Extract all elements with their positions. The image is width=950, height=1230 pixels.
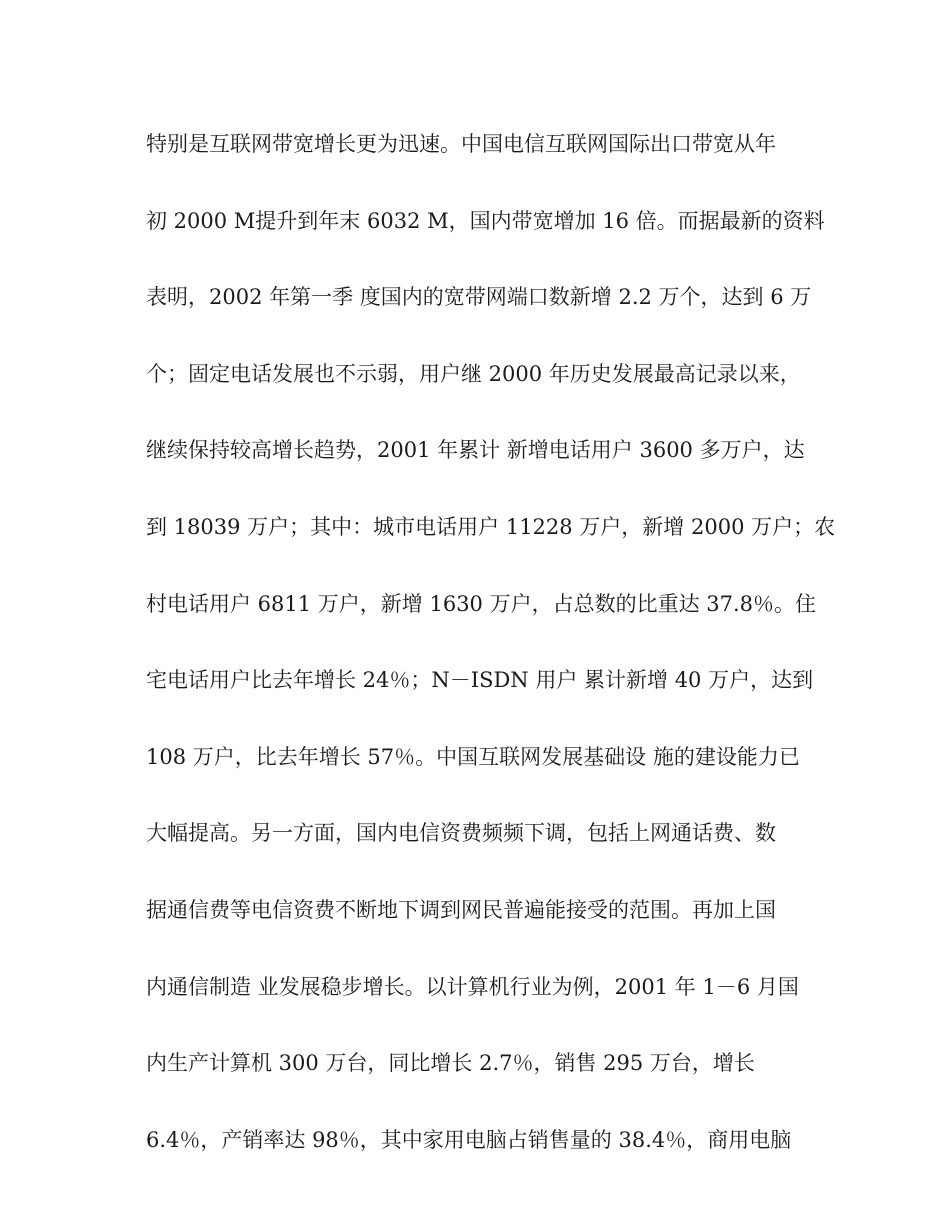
text-line: 表明，2002 年第一季 度国内的宽带网端口数新增 2.2 万个，达到 6 万 <box>146 285 812 310</box>
text-line: 继续保持较高增长趋势，2001 年累计 新增电话用户 3600 多万户，达 <box>146 438 805 463</box>
text-line: 特别是互联网带宽增长更为迅速。中国电信互联网国际出口带宽从年 <box>146 132 776 156</box>
text-line: 6.4％，产销率达 98％，其中家用电脑占销售量的 38.4％，商用电脑 <box>146 1127 792 1152</box>
text-line: 内生产计算机 300 万台，同比增长 2.7％，销售 295 万台，增长 <box>146 1051 755 1076</box>
text-line: 初 2000 M提升到年末 6032 M，国内带宽增加 16 倍。而据最新的资料 <box>146 208 825 233</box>
text-line: 内通信制造 业发展稳步增长。以计算机行业为例，2001 年 1－6 月国 <box>146 974 799 999</box>
text-line: 据通信费等电信资费不断地下调到网民普遍能接受的范围。再加上国 <box>146 897 776 922</box>
text-line: 到 18039 万户；其中：城市电话用户 11228 万户，新增 2000 万户；农 <box>146 514 836 539</box>
text-line: 个；固定电话发展也不示弱，用户继 2000 年历史发展最高记录以来， <box>146 361 801 386</box>
text-line: 村电话用户 6811 万户，新增 1630 万户，占总数的比重达 37.8％。住 <box>146 591 817 616</box>
body-text <box>146 118 836 1190</box>
text-line: 宅电话用户比去年增长 24％；N－ISDN 用户 累计新增 40 万户，达到 <box>146 668 814 693</box>
text-line: 108 万户，比去年增长 57％。中国互联网发展基础设 施的建设能力已 <box>146 744 800 769</box>
text-line: 大幅提高。另一方面，国内电信资费频频下调，包括上网通话费、数 <box>146 821 776 846</box>
